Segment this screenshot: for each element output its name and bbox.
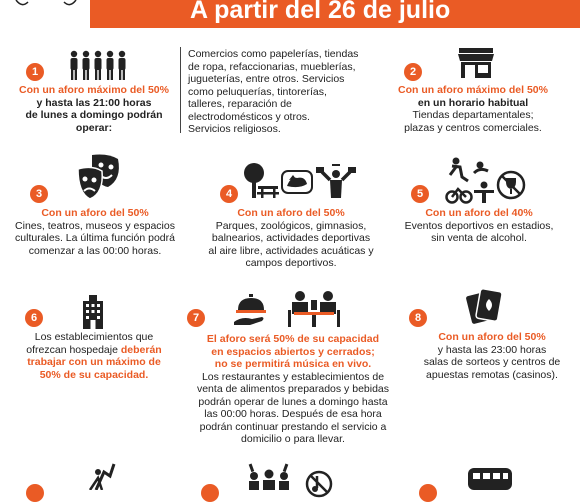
item-8-text xyxy=(416,331,568,381)
item-aforo: en espacios abiertos y cerrados; xyxy=(211,345,375,358)
divider xyxy=(180,47,181,133)
crowd-icon xyxy=(246,462,292,490)
item-text-line: Parques, zoológicos, gimnasios, xyxy=(215,219,367,232)
people-icon xyxy=(68,50,132,82)
item-text-line: las 00:00 horas. Después de esa hora xyxy=(204,408,382,420)
decorative-header-icon xyxy=(14,0,78,8)
item-highlight: 50% de su capacidad. xyxy=(39,368,149,381)
commerce-line: talleres, reparación de xyxy=(188,98,292,110)
item-number-badge: 6 xyxy=(25,309,43,327)
commerce-line: Comercios como papelerías, tiendas xyxy=(188,48,359,60)
item-aforo: no se permitirá música en vivo. xyxy=(214,358,372,370)
diners-icon xyxy=(284,290,344,328)
item-text-line: de lunes a domingo podrán xyxy=(25,109,163,121)
item-aforo: Con un aforo máximo del 50% xyxy=(398,84,548,96)
item-number-badge: 3 xyxy=(30,185,48,203)
item-highlight: trabajar con un máximo de xyxy=(27,356,161,368)
item-text-line: balnearios, actividades deportivas xyxy=(211,232,371,244)
bus-icon xyxy=(466,464,514,490)
restaurant-icon xyxy=(232,292,268,328)
item-text-line: al aire libre, actividades acuáticas y xyxy=(208,244,374,257)
commerce-line: Servicios religiosos. xyxy=(188,123,281,135)
item-aforo: Con un aforo máximo del 50% xyxy=(19,84,169,96)
no-music-icon xyxy=(305,470,333,498)
theater-masks-icon xyxy=(74,153,128,203)
page-title: A partir del 26 de julio xyxy=(190,0,451,24)
item-text-line: venta de alimentos preparados y bebidas xyxy=(196,383,390,395)
commerce-line: de ropa, refaccionarias, mueblerías, xyxy=(188,60,356,73)
gym-icon xyxy=(316,164,356,200)
item-text-line: culturales. La última función podrá xyxy=(15,232,175,244)
sports-icon xyxy=(444,155,496,205)
item-text-line: Los restaurantes y establecimientos de xyxy=(201,370,385,383)
item-number-badge: 4 xyxy=(220,185,238,203)
item-text-line: Eventos deportivos en estadios, xyxy=(404,219,554,232)
item-highlight: deberán xyxy=(120,343,162,356)
store-icon xyxy=(457,47,495,79)
item-aforo: Con un aforo del 50% xyxy=(41,207,149,219)
item-text-line: Tiendas departamentales; xyxy=(412,109,534,121)
hotel-icon xyxy=(80,295,106,329)
item-6-text xyxy=(14,331,174,381)
item-3-text xyxy=(12,207,178,257)
commerce-line: jugueterías, entre otros. Servicios xyxy=(188,73,345,85)
item-text-line: sin venta de alcohol. xyxy=(431,232,527,244)
item-text-line: Los establecimientos que xyxy=(34,331,154,343)
item-number-badge: 2 xyxy=(404,63,422,81)
item-number-badge: 5 xyxy=(411,185,429,203)
item-text-line: domicilio o para llevar. xyxy=(241,433,345,445)
item-1-text xyxy=(16,84,172,134)
item-text-line: Cines, teatros, museos y espacios xyxy=(15,219,175,232)
item-number-badge-partial xyxy=(419,484,437,502)
item-text-line: y hasta las 21:00 horas xyxy=(36,96,152,109)
item-number-badge: 7 xyxy=(187,309,205,327)
zoo-icon xyxy=(281,170,313,194)
concert-icon xyxy=(86,462,120,490)
item-aforo: Con un aforo del 40% xyxy=(425,207,533,219)
item-text-line: plazas y centros comerciales. xyxy=(404,121,542,134)
item-4-text xyxy=(196,207,386,270)
item-text-line: y hasta las 23:00 horas xyxy=(437,343,547,356)
item-text-line: operar: xyxy=(75,121,113,134)
commerce-line: como peluquerías, tintorerías, xyxy=(188,85,327,98)
item-text-line: apuestas remotas (casinos). xyxy=(426,368,558,381)
item-aforo: El aforo será 50% de su capacidad xyxy=(206,333,380,345)
item-text-line: salas de sorteos y centros de xyxy=(423,356,561,368)
item-number-badge: 8 xyxy=(409,309,427,327)
item-number-badge: 1 xyxy=(26,63,44,81)
commerce-line: electrodomésticos y otros. xyxy=(188,110,310,123)
item-7-text xyxy=(188,333,398,446)
no-alcohol-icon xyxy=(496,170,526,200)
item-number-badge-partial xyxy=(201,484,219,502)
item-text-line: campos deportivos. xyxy=(245,257,337,269)
item-text-line: comenzar a las 00:00 horas. xyxy=(28,244,162,257)
item-5-text xyxy=(398,207,560,245)
commerce-list xyxy=(188,48,388,136)
item-number-badge-partial xyxy=(26,484,44,502)
item-text-line: ofrezcan hospedaje xyxy=(26,343,118,356)
item-2-text xyxy=(388,84,558,134)
item-text-line: podrán operar de lunes a domingo hasta xyxy=(198,395,388,408)
item-aforo: Con un aforo del 50% xyxy=(438,331,546,343)
casino-cards-icon xyxy=(464,287,504,327)
item-text-line: podrán continuar prestando el servicio a xyxy=(199,420,387,433)
item-aforo: Con un aforo del 50% xyxy=(237,207,345,219)
park-icon xyxy=(242,162,280,200)
item-text-line: en un horario habitual xyxy=(417,96,529,109)
